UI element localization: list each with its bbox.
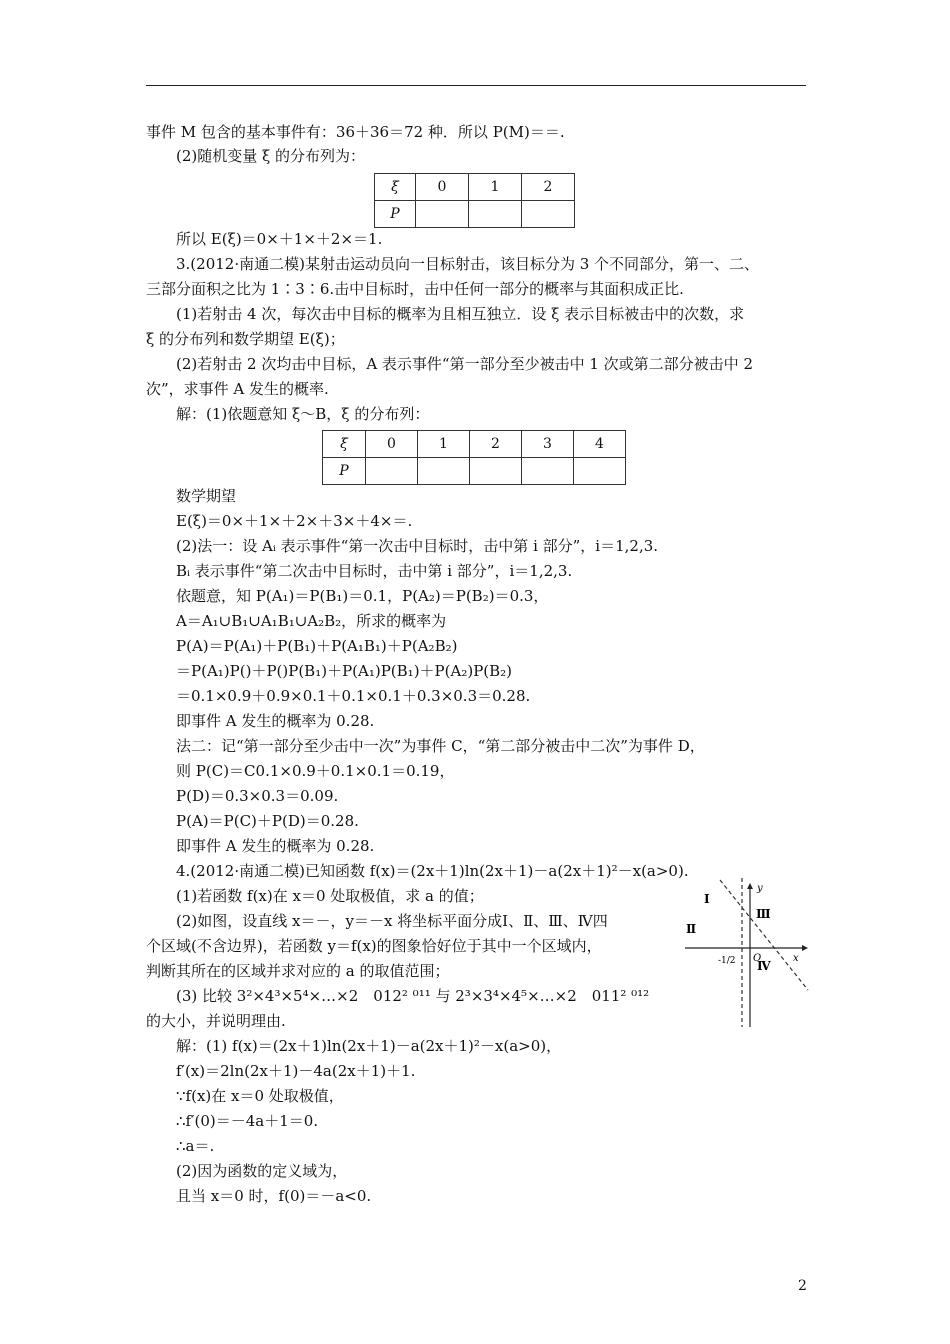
- table-cell: [469, 201, 522, 228]
- table-cell: 1: [469, 174, 522, 201]
- text-line: 解：(1)依题意知 ξ～B，ξ 的分布列：: [176, 405, 430, 423]
- origin-label: O: [753, 953, 762, 964]
- diagonal-dashed-line: [720, 880, 808, 990]
- x-axis-arrow-icon: [802, 945, 808, 951]
- table-cell: [574, 458, 626, 485]
- text-line: 法二：记“第一部分至少击中一次”为事件 C，“第二部分被击中二次”为事件 D，: [176, 737, 705, 755]
- text-line: (2)如图，设直线 x＝－，y＝－x 将坐标平面分成Ⅰ、Ⅱ、Ⅲ、Ⅳ四: [176, 912, 608, 930]
- text-line: Bᵢ 表示事件“第二次击中目标时，击中第 i 部分”，i＝1,2,3.: [176, 562, 573, 580]
- region-figure: [680, 875, 810, 1030]
- text-line: (2)法一：设 Aᵢ 表示事件“第一次击中目标时，击中第 i 部分”，i＝1,2,3.: [176, 537, 659, 555]
- text-line: ＝P(A₁)P()＋P()P(B₁)＋P(A₁)P(B₁)＋P(A₂)P(B₂): [176, 662, 513, 680]
- table-cell: 3: [522, 431, 574, 458]
- table-cell: 1: [418, 431, 470, 458]
- table-cell: 0: [366, 431, 418, 458]
- table-cell: 2: [522, 174, 575, 201]
- text-line: (2)因为函数的定义域为，: [176, 1162, 348, 1180]
- distribution-table-1: [374, 173, 575, 228]
- text-line: P(D)＝0.3×0.3＝0.09.: [176, 787, 339, 805]
- x-axis-label: x: [793, 953, 799, 964]
- table-cell: P: [323, 458, 366, 485]
- page-number: 2: [798, 1278, 807, 1294]
- table-cell: 0: [416, 174, 469, 201]
- table-cell: P: [375, 201, 416, 228]
- text-line: 4.(2012·南通二模)已知函数 f(x)＝(2x＋1)ln(2x＋1)－a(2x＋1)²－x(a>0).: [176, 862, 689, 880]
- table-cell: [416, 201, 469, 228]
- tick-label: -1/2: [718, 956, 736, 966]
- text-line: ∴a＝.: [176, 1137, 215, 1155]
- text-line: 三部分面积之比为 1∶3∶6.击中目标时，击中任何一部分的概率与其面积成正比.: [146, 280, 684, 298]
- y-axis-arrow-icon: [747, 883, 753, 889]
- table-cell: [522, 201, 575, 228]
- text-line: (2)随机变量 ξ 的分布列为：: [176, 147, 366, 165]
- distribution-table-2: [322, 430, 626, 485]
- table-cell: ξ: [375, 174, 416, 201]
- table-cell: [522, 458, 574, 485]
- y-axis-label: y: [757, 883, 763, 894]
- text-line: ＝0.1×0.9＋0.9×0.1＋0.1×0.1＋0.3×0.3＝0.28.: [176, 687, 531, 705]
- text-line: A＝A₁∪B₁∪A₁B₁∪A₂B₂，所求的概率为: [176, 612, 447, 630]
- text-line: (3) 比较 3²×4³×5⁴×…×2 012² ⁰¹¹ 与 2³×3⁴×4⁵×…×2 011² ⁰¹²: [176, 987, 650, 1005]
- text-line: 依题意，知 P(A₁)＝P(B₁)＝0.1，P(A₂)＝P(B₂)＝0.3，: [176, 587, 549, 605]
- text-line: (1)若射击 4 次，每次击中目标的概率为且相互独立．设 ξ 表示目标被击中的次数，求: [176, 305, 745, 323]
- table-cell: [366, 458, 418, 485]
- table-cell: [418, 458, 470, 485]
- table-cell: [470, 458, 522, 485]
- text-line: 的大小，并说明理由.: [146, 1012, 286, 1030]
- text-line: 所以 E(ξ)＝0×＋1×＋2×＝1.: [176, 230, 383, 248]
- table-cell: 2: [470, 431, 522, 458]
- text-line: ∵f(x)在 x＝0 处取极值，: [176, 1087, 344, 1105]
- header-rule: [146, 85, 806, 86]
- text-line: 判断其所在的区域并求对应的 a 的取值范围；: [146, 962, 450, 980]
- region-label: Ⅰ: [704, 892, 710, 906]
- text-line: P(A)＝P(C)＋P(D)＝0.28.: [176, 812, 359, 830]
- table-cell: ξ: [323, 431, 366, 458]
- region-label: Ⅱ: [686, 922, 697, 936]
- text-line: (1)若函数 f(x)在 x＝0 处取极值，求 a 的值；: [176, 887, 484, 905]
- text-line: E(ξ)＝0×＋1×＋2×＋3×＋4×＝.: [176, 512, 413, 530]
- text-line: f′(x)＝2ln(2x＋1)－4a(2x＋1)＋1.: [176, 1062, 416, 1080]
- text-line: P(A)＝P(A₁)＋P(B₁)＋P(A₁B₁)＋P(A₂B₂): [176, 637, 458, 655]
- table-cell: 4: [574, 431, 626, 458]
- region-label: Ⅲ: [756, 907, 771, 921]
- text-line: 数学期望: [176, 487, 237, 505]
- text-line: 且当 x＝0 时，f(0)＝－a<0.: [176, 1187, 372, 1205]
- text-line: ξ 的分布列和数学期望 E(ξ)；: [146, 330, 345, 348]
- text-line: 则 P(C)＝C0.1×0.9＋0.1×0.1＝0.19，: [176, 762, 455, 780]
- region-label: Ⅳ: [757, 959, 771, 973]
- text-line: 3.(2012·南通二模)某射击运动员向一目标射击，该目标分为 3 个不同部分，第一、二、: [176, 255, 760, 273]
- text-line: 即事件 A 发生的概率为 0.28.: [176, 837, 375, 855]
- text-line: 即事件 A 发生的概率为 0.28.: [176, 712, 375, 730]
- text-line: (2)若射击 2 次均击中目标，A 表示事件“第一部分至少被击中 1 次或第二部分被击中 2: [176, 355, 753, 373]
- text-line: 个区域(不含边界)，若函数 y＝f(x)的图象恰好位于其中一个区域内，: [146, 937, 602, 955]
- text-line: ∴f′(0)＝－4a＋1＝0.: [176, 1112, 319, 1130]
- text-line: 解：(1) f(x)＝(2x＋1)ln(2x＋1)－a(2x＋1)²－x(a>0)，: [176, 1037, 562, 1055]
- text-line: 事件 M 包含的基本事件有：36＋36＝72 种．所以 P(M)＝＝.: [146, 123, 565, 141]
- text-line: 次”，求事件 A 发生的概率.: [146, 380, 329, 398]
